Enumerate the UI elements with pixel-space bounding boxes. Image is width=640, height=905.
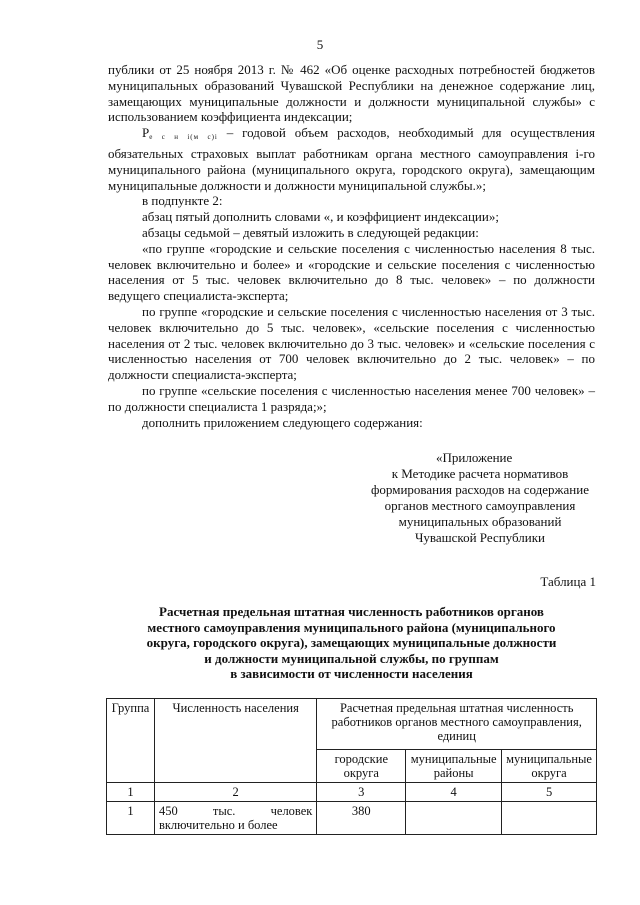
paragraph-6: «по группе «городские и сельские поселения с численностью населения 8 тыс. человек включительно и более» и «городские и сельские поселения с численностью населения от 5 тыс. человек включительно до 8 тыс. человек» – по должности ведущего специалиста-эксперта; [108,240,595,304]
table-title-line-3: округа, городского округа), замещающих муниципальные должности [146,635,557,650]
appendix-line-3: формирования расходов на содержание [371,482,589,497]
subheader-municipal-districts: муниципальные районы [406,750,502,783]
table-title-line-4: и должности муниципальной службы, по группам [204,650,499,666]
appendix-line-5: муниципальных образований [398,514,562,529]
table-title-line-2: местного самоуправления муниципального района (муниципального [147,619,556,635]
column-number-3: 3 [317,783,406,802]
formula-subscript: е с н i(м с)i [149,133,218,142]
table-title-line-1: Расчетная предельная штатная численность работников органов [159,604,544,619]
appendix-line-4: органов местного самоуправления [384,498,576,513]
table-title-line-5: в зависимости от численности населения [230,666,473,681]
appendix-heading [340,450,620,546]
appendix-line-6: Чувашской Республики [414,530,546,545]
paragraph-8: по группе «сельские поселения с численностью населения менее 700 человек» – по должности специалиста 1 разряда;»; [108,382,595,414]
staff-table [106,698,597,835]
paragraph-formula-definition [108,125,595,193]
header-estimated: Расчетная предельная штатная численность работников органов местного самоуправления, единиц [317,699,597,750]
table-row [107,802,597,835]
paragraph-4: абзац пятый дополнить словами «, и коэффициент индексации»; [142,209,499,225]
subheader-municipal-okrugs: муниципальные округа [502,750,597,783]
subheader-urban-districts: городские округа [317,750,406,783]
appendix-line-2: к Методике расчета нормативов [391,466,569,481]
document-body [108,62,595,430]
formula-symbol: Р [142,125,150,141]
appendix-line-1: «Приложение [436,450,513,465]
column-number-row [107,783,597,802]
table-label: Таблица 1 [540,574,596,589]
header-population: Численность населения [154,699,316,783]
paragraph-9: дополнить приложением следующего содержания: [142,414,423,430]
row-group: 1 [107,802,155,835]
column-number-1: 1 [107,783,155,802]
column-number-4: 4 [406,783,502,802]
row-districts-value [406,802,502,835]
row-urban-value: 380 [317,802,406,835]
row-population: 450 тыс. человек включительно и более [154,802,316,835]
column-number-2: 2 [154,783,316,802]
page-number: 5 [316,37,324,52]
header-group: Группа [107,699,155,783]
paragraph-3: в подпункте 2: [142,193,223,209]
paragraph-1: публики от 25 ноября 2013 г. № 462 «Об оценке расходных потребностей бюджетов муниципальных образований Чувашской Республики на денежное содержание лиц, замещающих муниципальные должности и должности муниципальной службы» с использованием коэффициента индексации; [108,62,595,125]
row-okrugs-value [502,802,597,835]
column-number-5: 5 [502,783,597,802]
paragraph-7: по группе «городские и сельские поселения с численностью населения от 3 тыс. человек включительно до 5 тыс. человек», «сельские поселения с численностью населения от 2 тыс. человек включительно до 3 тыс. человек» и «сельские поселения с численностью населения от 700 человек включительно до 2 тыс. человек» – по должности специалиста-эксперта; [108,303,595,383]
table-title [108,604,595,682]
table-header-row [107,699,597,750]
formula-definition-text: – годовой объем расходов, необходимый для осуществления обязательных страховых выплат работникам органа местного самоуправления i-го муниципального района (муниципального округа, городского округа), замещающим муниципальные должности и должности муниципальной службы.»; [108,125,595,193]
paragraph-5: абзацы седьмой – девятый изложить в следующей редакции: [142,224,479,240]
